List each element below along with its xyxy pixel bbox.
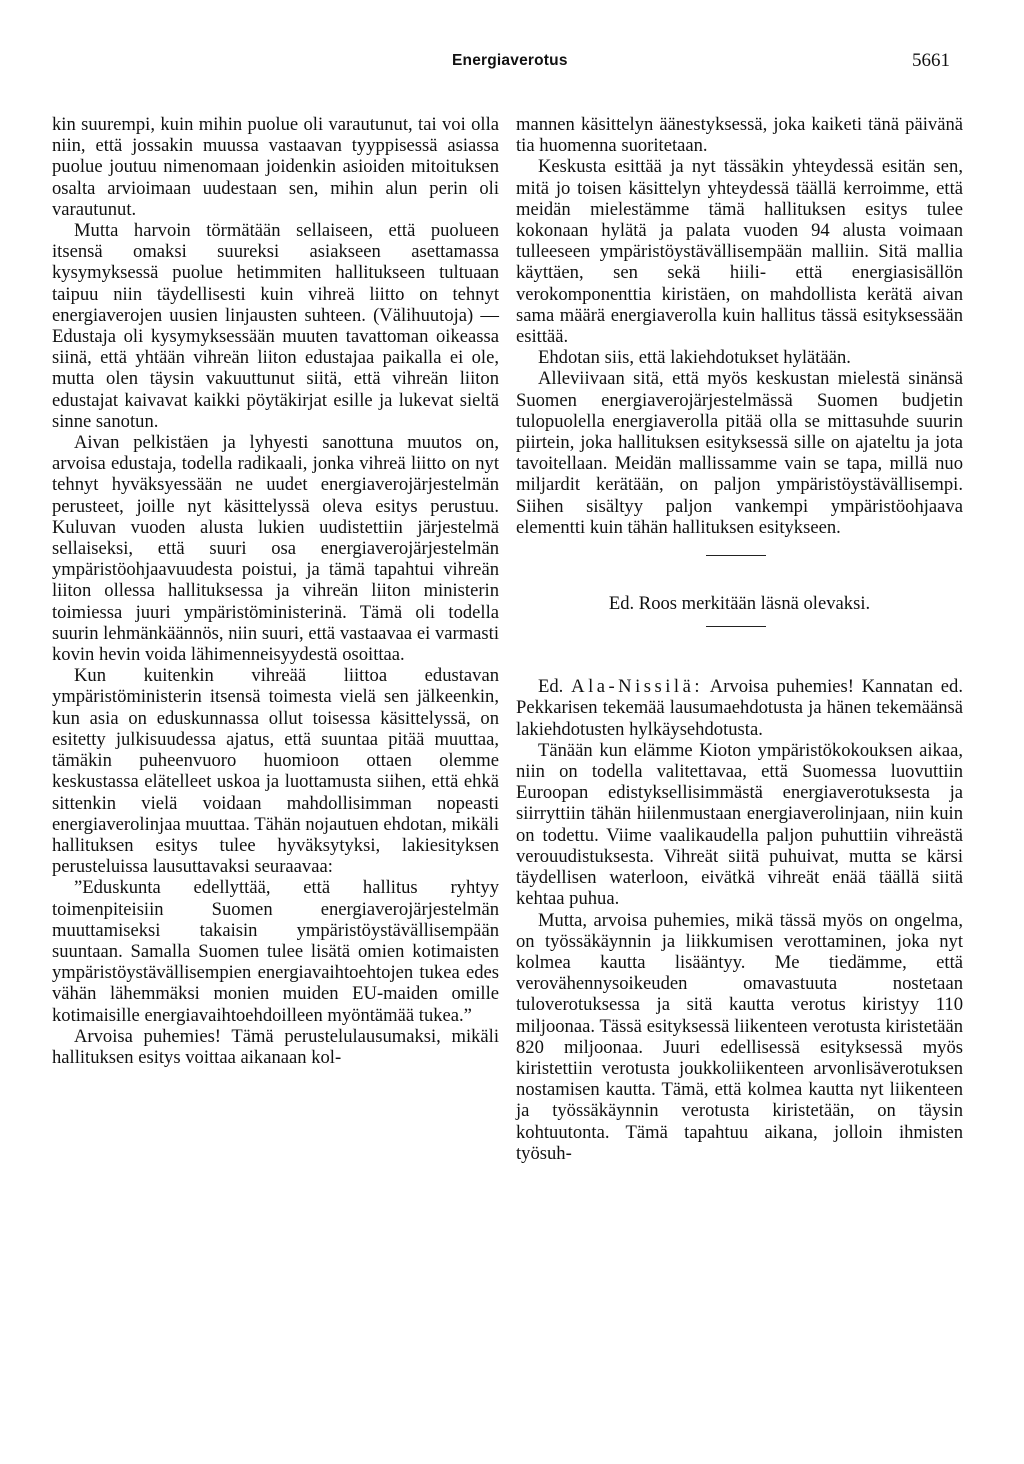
speech-opening	[516, 676, 963, 740]
paragraph: Kun kuitenkin vihreää liittoa edustavan ympäristöministerin itsensä toimesta vielä sen jälkeenkin, kun asia on eduskunnassa ollut toisessa käsittelyssä, on esitetty julkisuudessa ajatus, että suuntaa pitää muuttaa, tämäkin puheenvuoro huomioon ottaen olemme keskustassa elätelleet uskoa ja luottamusta siihen, että ehkä sittenkin vielä voidaan mahdollisimman nopeasti energiaverolinjaa muuttaa. Tähän nojautuen ehdotan, mikäli hallituksen esitys tulee hyväksytyksi, lakiesityksen perusteluissa lausuttavaksi seuraavaa:	[52, 665, 499, 878]
paragraph: Ehdotan siis, että lakiehdotukset hylätään.	[538, 347, 851, 369]
paragraph: Arvoisa puhemies! Tämä perustelulausumaksi, mikäli hallituksen esitys voittaa aikanaan kol-	[52, 1025, 499, 1068]
speaker-prefix: Ed.	[538, 676, 564, 698]
paragraph: Mutta, arvoisa puhemies, mikä tässä myös on ongelma, on työssäkäynnin ja liikkumisen verottaminen, joka nyt kolmea kautta lisääntyy. Me tiedämme, että verovähennysoikeuden omavastuuta nostetaan tuloverotuksessa ja sitä kautta verotus kiristyy 110 miljoonaa. Tässä esityksessä liikenteen verotusta kiristetään 820 miljoonaa. Juuri edellisessä esityksessä myös kiristettiin verotusta joukkoliikenteen arvonlisäverotuksen nostamisen kautta. Tämä, että kolmea kautta nyt liikenteen ja työssäkäynnin verotusta kiristetään, on täysin kohtuutonta. Tämä tapahtuu aikana, jolloin ihmisten työsuh-	[516, 909, 963, 1164]
divider-line	[706, 555, 766, 556]
speech-text: Arvoisa puhemies! Kannatan ed. Pekkarisen tekemää lausumaehdotusta ja hänen tekemäänsä lakiehdotusten hylkäysehdotusta.	[516, 676, 964, 740]
running-header	[0, 52, 1024, 82]
quoted-statement: ”Eduskunta edellyttää, että hallitus ryhtyy toimenpiteisiin Suomen energiaverojärjestelmän muuttamiseksi takaisin ympäristöystävällisempään suuntaan. Samalla Suomen tulee lisätä omien kotimaisten ympäristöystävällisempien energiavaihtoehtojen tukea edes vähän lähemmäksi monien muiden EU-maiden omille kotimaisille energiavaihtoehdoilleen myöntämää tukea.”	[52, 877, 499, 1026]
running-title: Energiaverotus	[452, 52, 568, 69]
left-column	[52, 114, 499, 1068]
attendance-notice: Ed. Roos merkitään läsnä olevaksi.	[608, 593, 871, 615]
speaker-name: Ala-Nissilä:	[571, 676, 703, 698]
paragraph: Keskusta esittää ja nyt tässäkin yhteydessä esitän sen, mitä jo toisen käsittelyn yhteydessä täällä kerroimme, että meidän mielestämme tämä hallituksen esitys tulee kokonaan hylätä ja palata vuoden 94 alusta voimaan tulleeseen ympäristöystävällisempään malliin. Sitä mallia käyttäen, sen sekä hiili- että energiasisällön verokomponenttia kiristäen, on mahdollista kerätä aivan sama määrä energiaverolla kuin hallitus tässä esityksessään esittää.	[516, 156, 963, 348]
paragraph: kin suurempi, kuin mihin puolue oli varautunut, tai voi olla niin, että jossakin muussa vastaavan tyyppisessä asiassa puolue joutuu nimenomaan joidenkin asioiden mitoituksen osalta arvioimaan uudestaan sen, mihin alun perin oli varautunut.	[52, 114, 499, 220]
right-column	[516, 114, 963, 1164]
section-divider	[516, 538, 963, 576]
paragraph: Aivan pelkistäen ja lyhyesti sanottuna muutos on, arvoisa edustaja, todella radikaali, jonka vihreä liitto on nyt tehnyt hyväksyessään ne uudet energiaverojärjestelmän perusteet, joille nyt käsittelyssä oleva esitys perustuu. Kuluvan vuoden alusta lukien uudistettiin järjestelmä sellaiseksi, että suuri osa energiaverojärjestelmän ympäristöohjaavuudesta poistui, ja tämä tapahtui vihreän liiton ollessa hallituksessa ja vihreän liiton ministerin toimiessa juuri ympäristöministerinä. Tämä oli todella suurin lehmänkäännös, niin suuri, että vastaavaa ei varmasti kovin hevin voida lähimenneisyydestä osoittaa.	[52, 432, 499, 666]
paragraph: Tänään kun elämme Kioton ympäristökokouksen aikaa, niin on todella valitettavaa, että Suomessa luovuttiin Euroopan edistyksellisimmästä energiaverotuksesta ja siirryttiin tähän hiilenmustaan energiaverolinjaan, niin kuin on todettu. Viime vaalikaudella paljon puhuttiin vihreästä verouudistuksesta. Vihreät siitä puhuivat, mutta se kärsi täydellisen waterloon, eivätkä vihreät enää täällä siitä kehtaa puhua.	[516, 739, 963, 910]
section-divider	[516, 614, 963, 652]
divider-line	[706, 626, 766, 627]
page-number: 5661	[912, 50, 950, 71]
paragraph: Alleviivaan sitä, että myös keskustan mielestä sinänsä Suomen energiaverojärjestelmässä Suomen budjetin tulopuolella energiaverolla pitää olla se mittasuhde suurin piirtein, joka hallituksen esityksessä sille on ajateltu ja jota tavoitellaan. Meidän mallissamme vain se tapa, millä nuo miljardit kerätään, on paljon ympäristöystävällisempi. Siihen sisältyy paljon vankempi ympäristöohjaava elementti kuin tähän hallituksen esitykseen.	[516, 368, 963, 538]
paragraph: Mutta harvoin törmätään sellaiseen, että puolueen itsensä omaksi suureksi asiakseen asettamassa kysymyksessä puolue hetimmiten hallitukseen tultuaan taipuu niin täydellisesti kuin vihreä liitto on tehnyt energiaverojen uusien linjausten suhteen. (Välihuutoja) — Edustaja oli kysymyksessään muuten tavattoman oikeassa siinä, että yhtään vihreän liiton edustajaa paikalla ei ole, mutta olen täysin vakuuttunut siitä, että vihreän liiton edustajat kaivavat kaikki pöytäkirjat esille ja lukevat sieltä sinne sanotun.	[52, 220, 499, 432]
paragraph: mannen käsittelyn äänestyksessä, joka kaiketi tänä päivänä tia huomenna suoritetaan.	[516, 114, 963, 157]
